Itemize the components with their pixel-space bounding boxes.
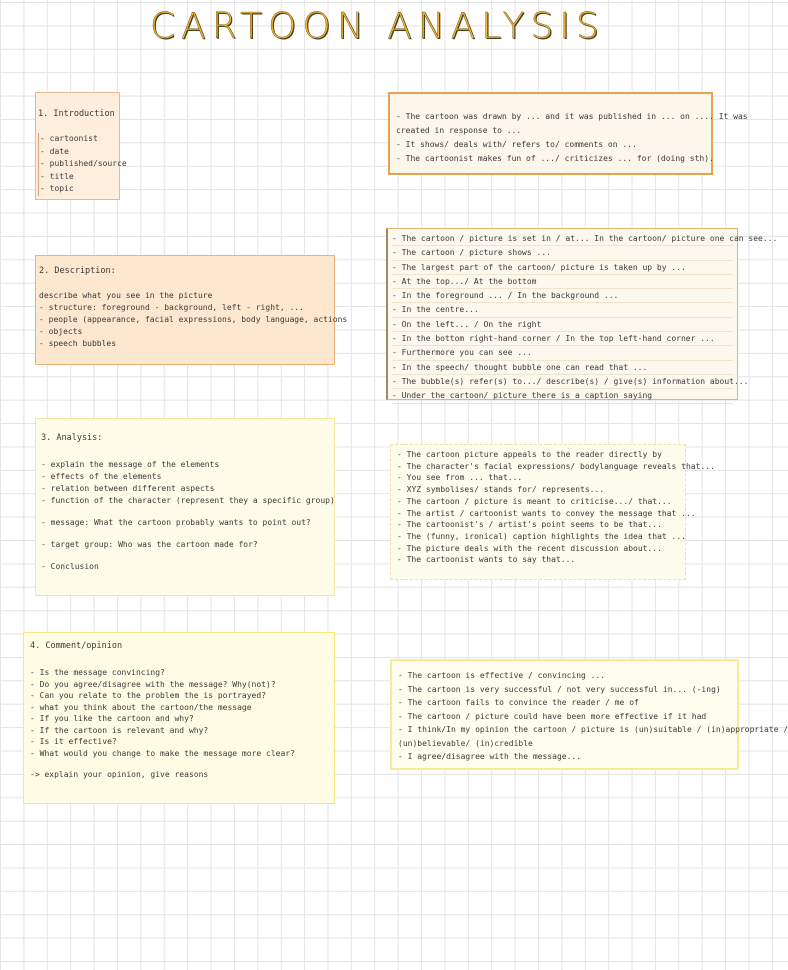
list-item: - Is the message convincing? [30, 668, 165, 677]
list-item: - function of the character (represent they a specific group) [41, 496, 335, 505]
phrase-line: - In the centre... [392, 303, 733, 317]
list-item: - date [38, 146, 117, 159]
list-item: - topic [38, 183, 117, 196]
phrase-line: - The cartoon / picture is meant to criticise.../ that... [397, 496, 672, 506]
list-item: - speech bubbles [39, 339, 117, 348]
list-item: - If the cartoon is relevant and why? [30, 725, 209, 735]
list-item: - Is it effective? [30, 737, 117, 746]
phrase-line: - The cartoon picture appeals to the reader directly by [397, 450, 662, 459]
page-title: CARTOON ANALYSIS [150, 6, 605, 47]
introduction-phrases-box [388, 92, 748, 175]
phrase-line: - The cartoon was drawn by ... and it was published in ... on .... It was [396, 112, 748, 121]
phrase-line: - Furthermore you can see ... [392, 346, 733, 360]
phrase-line: - In the speech/ thought bubble one can read that ... [392, 361, 733, 375]
phrase-line: - The cartoon / picture could have been more effective if it had [398, 711, 707, 721]
comment-phrases-box [390, 659, 788, 770]
phrase-line: - In the bottom right-hand corner / In the top left-hand corner ... [392, 332, 733, 346]
phrase-line: - The cartoon is very successful / not very successful in... (-ing) [398, 684, 721, 694]
phrase-line: - The largest part of the cartoon/ picture is taken up by ... [392, 261, 733, 275]
phrase-line: - The cartoon fails to convince the reader / me of [398, 698, 639, 707]
list-item: - What would you change to make the message more clear? [30, 748, 295, 758]
list-item: - If you like the cartoon and why? [30, 714, 194, 723]
introduction-heading: 1. Introduction [38, 109, 115, 119]
phrase-line: (un)believable/ (in)credible [398, 738, 533, 748]
list-item: - Can you relate to the problem the is portrayed? [30, 691, 267, 700]
phrase-line: - XYZ symbolises/ stands for/ represents... [397, 485, 605, 495]
list-item: - title [38, 171, 117, 184]
list-item: - explain the message of the elements [41, 460, 220, 469]
list-item: - published/source [38, 158, 117, 171]
phrase-line: - The cartoonist makes fun of .../ criticizes ... for (doing sth). [396, 154, 714, 163]
phrase-line: - I agree/disagree with the message... [398, 752, 582, 761]
phrase-line: - The bubble(s) refer(s) to.../ describe(s) / give(s) information about... [392, 375, 733, 389]
description-phrases-box [386, 228, 778, 401]
comment-box [23, 632, 335, 804]
phrase-line: - On the left... / On the right [392, 318, 733, 332]
list-item: describe what you see in the picture [39, 291, 213, 300]
phrase-line: - In the foreground ... / In the background ... [392, 289, 733, 303]
phrase-line: - The cartoonist wants to say that... [397, 555, 576, 565]
phrase-line: - The picture deals with the recent discussion about... [397, 543, 662, 553]
list-item: - relation between different aspects [41, 484, 215, 493]
phrase-line: created in response to ... [396, 126, 522, 135]
list-item: - what you think about the cartoon/the message [30, 702, 252, 712]
analysis-box [35, 418, 335, 596]
phrase-line: - The cartoon / picture shows ... [392, 246, 733, 260]
description-heading: 2. Description: [39, 266, 116, 276]
phrase-line: - The cartoonist's / artist's point seems to be that... [397, 520, 662, 530]
list-item: - cartoonist [38, 133, 117, 146]
analysis-message: - message: What the cartoon probably wants to point out? [41, 518, 311, 527]
list-item: - effects of the elements [41, 472, 162, 481]
analysis-conclusion: - Conclusion [41, 562, 99, 571]
phrase-line: - You see from ... that... [397, 473, 523, 483]
analysis-heading: 3. Analysis: [41, 433, 103, 443]
phrase-line: - The artist / cartoonist wants to convey the message that ... [397, 508, 696, 518]
phrase-line: - Under the cartoon/ picture there is a caption saying [392, 389, 733, 403]
comment-heading: 4. Comment/opinion [30, 641, 123, 651]
list-item: - objects [39, 327, 83, 336]
introduction-box [35, 92, 127, 200]
list-item: - structure: foreground - background, left - right, ... [39, 303, 304, 312]
comment-conclusion: -> explain your opinion, give reasons [30, 770, 209, 779]
list-item: - Do you agree/disagree with the message? Why(not)? [30, 679, 276, 689]
phrase-line: - At the top.../ At the bottom [392, 275, 733, 289]
description-box [35, 255, 348, 365]
analysis-phrases-box [390, 444, 715, 580]
phrase-line: - The cartoon is effective / convincing ... [398, 671, 606, 680]
phrase-line: - It shows/ deals with/ refers to/ comments on ... [396, 140, 637, 149]
analysis-target-group: - target group: Who was the cartoon made for? [41, 540, 258, 549]
phrase-line: - The character's facial expressions/ bodylanguage reveals that... [397, 461, 715, 471]
phrase-line: - The (funny, ironical) caption highlights the idea that ... [397, 531, 686, 541]
phrase-line: - I think/In my opinion the cartoon / picture is (un)suitable / (in)appropriate / [398, 725, 788, 734]
phrase-line: - The cartoon / picture is set in / at... In the cartoon/ picture one can see... [392, 232, 733, 246]
list-item: - people (appearance, facial expressions, body language, actions [39, 315, 348, 324]
